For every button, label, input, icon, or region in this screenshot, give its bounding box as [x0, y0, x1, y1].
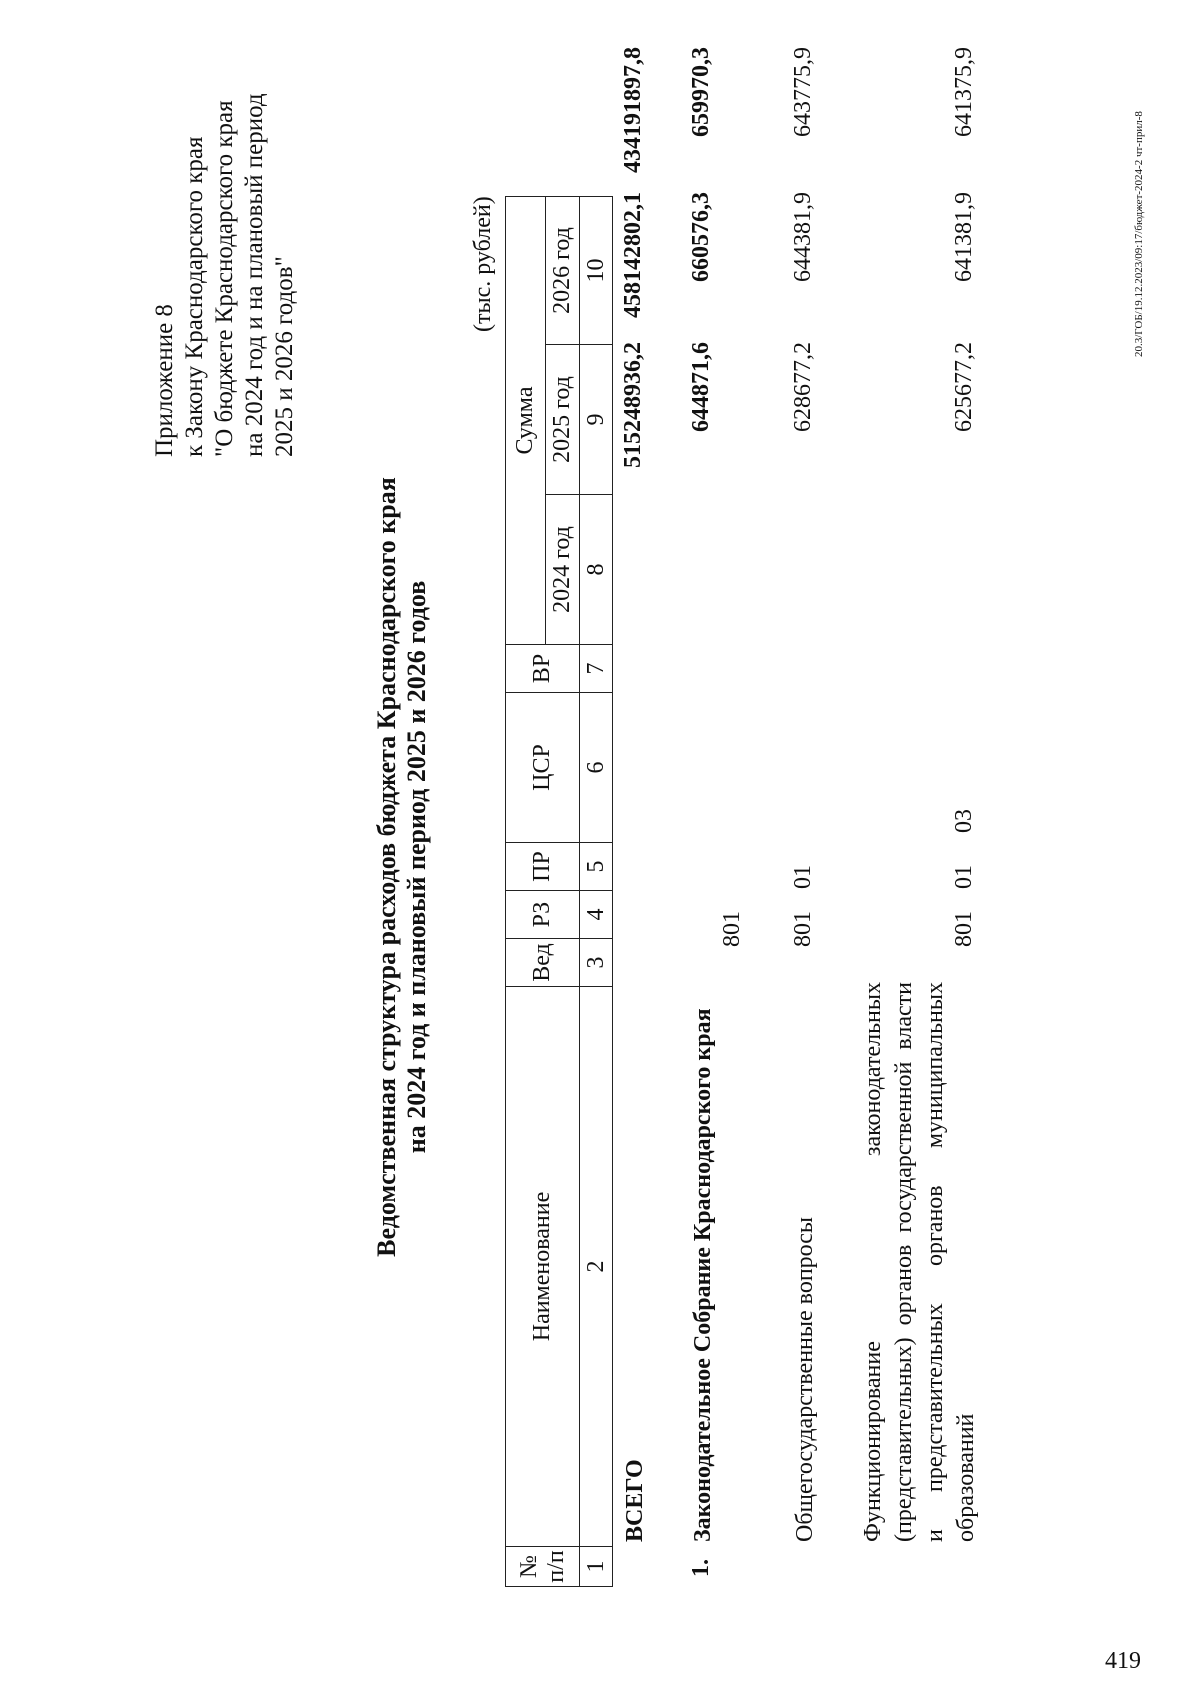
header-pr: ПР [506, 843, 580, 891]
header-2024: 2024 год [546, 495, 580, 645]
row-value-2024: 625677,2 [951, 342, 977, 432]
page-number: 419 [1105, 1648, 1141, 1674]
column-number: 5 [580, 843, 613, 891]
header-num: № п/п [506, 1547, 580, 1587]
header-name: Наименование [506, 987, 580, 1547]
title-line-2: на 2024 год и плановый период 2025 и 2026 годов [402, 580, 431, 1154]
header-2025: 2025 год [546, 345, 580, 495]
column-number: 7 [580, 645, 613, 693]
column-number: 10 [580, 197, 613, 345]
appendix-line: к Закону Краснодарского края [181, 136, 208, 457]
row-name: Общегосударственные вопросы [792, 1216, 818, 1542]
units-label: (тыс. рублей) [470, 196, 496, 332]
row-value-2024: 628677,2 [790, 342, 816, 432]
row-ved: 801 [719, 911, 745, 947]
column-number-row [580, 197, 613, 1587]
appendix-line: на 2024 год и на плановый период [241, 93, 268, 457]
title-line-1: Ведомственная структура расходов бюджета Краснодарского края [372, 477, 401, 1257]
row-rz: 01 [951, 865, 977, 889]
appendix-block [150, 93, 300, 457]
column-number: 8 [580, 495, 613, 645]
row-value-2025: 641381,9 [951, 192, 977, 282]
row-value-2026: 641375,9 [951, 47, 977, 137]
row-rz: 01 [790, 865, 816, 889]
column-number: 1 [580, 1547, 613, 1587]
document-title [372, 147, 432, 1587]
column-number: 6 [580, 693, 613, 843]
appendix-line: 2025 и 2026 годов" [271, 256, 298, 457]
appendix-line: Приложение 8 [151, 304, 178, 457]
header-table [505, 196, 613, 1587]
row-value-2025: 644381,9 [790, 192, 816, 282]
row-value-2025: 458142802,1 [620, 192, 646, 318]
row-value-2026: 659970,3 [688, 47, 714, 137]
header-csr: ЦСР [506, 693, 580, 843]
column-number: 4 [580, 891, 613, 939]
row-value-2024: 515248936,2 [620, 342, 646, 468]
header-vr: ВР [506, 645, 580, 693]
column-number: 9 [580, 345, 613, 495]
row-value-2026: 643775,9 [790, 47, 816, 137]
row-value-2024: 644871,6 [688, 342, 714, 432]
column-number: 2 [580, 987, 613, 1547]
row-value-2026: 434191897,8 [620, 47, 646, 173]
appendix-line: "О бюджете Краснодарского края [211, 100, 238, 457]
column-number: 3 [580, 939, 613, 987]
row-name: Функционирование законодательных (представительных) органов государственной власти и представительных органов муниципальных образований [860, 982, 979, 1542]
document-footer: 20.3/ГОБ/19.12.2023/09:17/бюджет-2024-2 чт-прил-8 [1133, 111, 1145, 357]
header-ved: Вед [506, 939, 580, 987]
header-sum: Сумма [506, 197, 546, 645]
row-pr: 03 [951, 809, 977, 833]
row-ved: 801 [951, 911, 977, 947]
row-value-2025: 660576,3 [688, 192, 714, 282]
header-2026: 2026 год [546, 197, 580, 345]
row-name: ВСЕГО [622, 1459, 648, 1542]
row-ved: 801 [790, 911, 816, 947]
row-name: Законодательное Собрание Краснодарского края [690, 1008, 716, 1542]
row-number: 1. [688, 1559, 714, 1577]
header-rz: РЗ [506, 891, 580, 939]
